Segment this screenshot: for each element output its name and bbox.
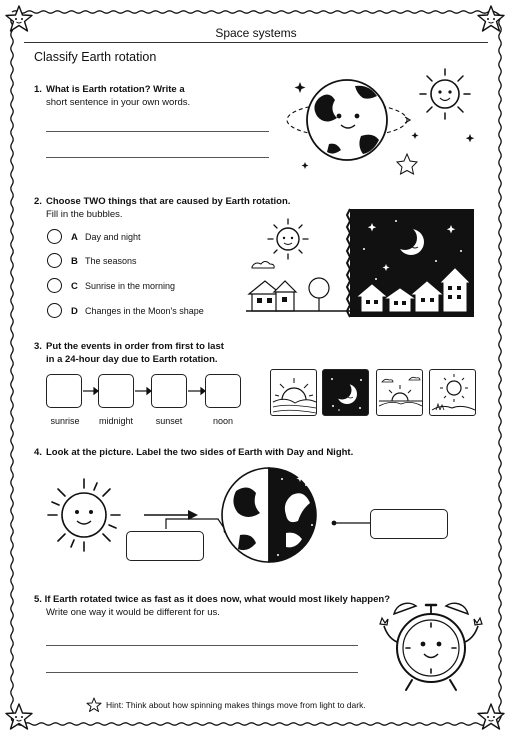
corner-star-icon [476, 702, 506, 732]
q1-number: 1. [34, 84, 42, 95]
q2-option-letter: C [71, 281, 78, 292]
sunset-icon [377, 370, 423, 416]
q4-night-word: Night [326, 447, 351, 458]
q3-label: sunset [155, 416, 183, 426]
q1-answer-line-2[interactable] [46, 157, 269, 158]
q3-text-line2: in a 24-hour day due to Earth rotation. [46, 354, 218, 365]
q3-label: midnight [98, 416, 134, 426]
q2-text: Choose TWO things that are caused by Earth rotation. [46, 196, 291, 207]
q2-bubble-c[interactable] [47, 278, 62, 293]
q5-subtext: Write one way it would be different for us. [46, 607, 220, 618]
q3-arrows [82, 385, 282, 397]
q3-order-box-1[interactable] [46, 374, 82, 408]
hint-star-icon [86, 697, 102, 713]
q1-text-line2: short sentence in your own words. [46, 97, 191, 108]
q1-answer-line-1[interactable] [46, 131, 269, 132]
day-night-town-illustration [246, 209, 476, 319]
q4-night-label-box[interactable] [370, 509, 448, 539]
worksheet-title: Classify Earth rotation [34, 50, 157, 64]
corner-star-icon [4, 702, 34, 732]
q2-subtext: Fill in the bubbles. [46, 209, 123, 220]
q4-day-word: Day [286, 447, 305, 458]
alarm-clock-icon [376, 598, 486, 698]
q2-option-label: The seasons [85, 256, 137, 266]
earth-orbit-illustration [285, 62, 485, 182]
q2-option-label: Sunrise in the morning [85, 281, 176, 291]
q5-answer-line-1[interactable] [46, 645, 358, 646]
q2-option-letter: D [71, 306, 78, 317]
q3-card-sunset[interactable] [376, 369, 423, 416]
q3-card-midnight[interactable] [322, 369, 369, 416]
q1-text-line1: What is Earth rotation? Write a [46, 84, 185, 95]
q2-option-label: Changes in the Moon's shape [85, 306, 204, 316]
q4-day-label-box[interactable] [126, 531, 204, 561]
q5-text-end: ? [384, 594, 391, 605]
q3-text-line1: Put the events in order from first to last [46, 341, 224, 352]
q3-label: noon [212, 416, 234, 426]
q4-and-word: and [304, 447, 327, 458]
noon-sun-icon [430, 370, 476, 416]
moon-icon [323, 370, 369, 416]
q4-text-main: Look at the picture. Label the two sides of Earth with [46, 447, 287, 458]
q3-card-noon[interactable] [429, 369, 476, 416]
q3-card-sunrise[interactable] [270, 369, 317, 416]
q4-number: 4. [34, 447, 42, 458]
q5-text-main: If Earth rotated twice as fast as it does now, what would [44, 594, 299, 605]
sunrise-icon [271, 370, 317, 416]
q5-answer-line-2[interactable] [46, 672, 358, 673]
q2-bubble-b[interactable] [47, 253, 62, 268]
q2-option-label: Day and night [85, 232, 141, 242]
hint-text: Hint: Think about how spinning makes things move from light to dark. [106, 700, 366, 710]
q3-label: sunrise [50, 416, 80, 426]
q5-text [34, 593, 390, 606]
header-title: Space systems [215, 26, 297, 40]
header-divider [24, 42, 488, 43]
q4-period: . [350, 447, 354, 458]
q2-option-letter: B [71, 256, 78, 267]
q2-bubble-a[interactable] [47, 229, 62, 244]
q2-option-letter: A [71, 232, 78, 243]
q2-bubble-d[interactable] [47, 303, 62, 318]
q4-text [46, 446, 353, 459]
q3-number: 3. [34, 341, 42, 352]
q2-number: 2. [34, 196, 42, 207]
q5-number: 5. [34, 594, 42, 605]
q5-text-emphasis: most likely happen [298, 594, 385, 605]
